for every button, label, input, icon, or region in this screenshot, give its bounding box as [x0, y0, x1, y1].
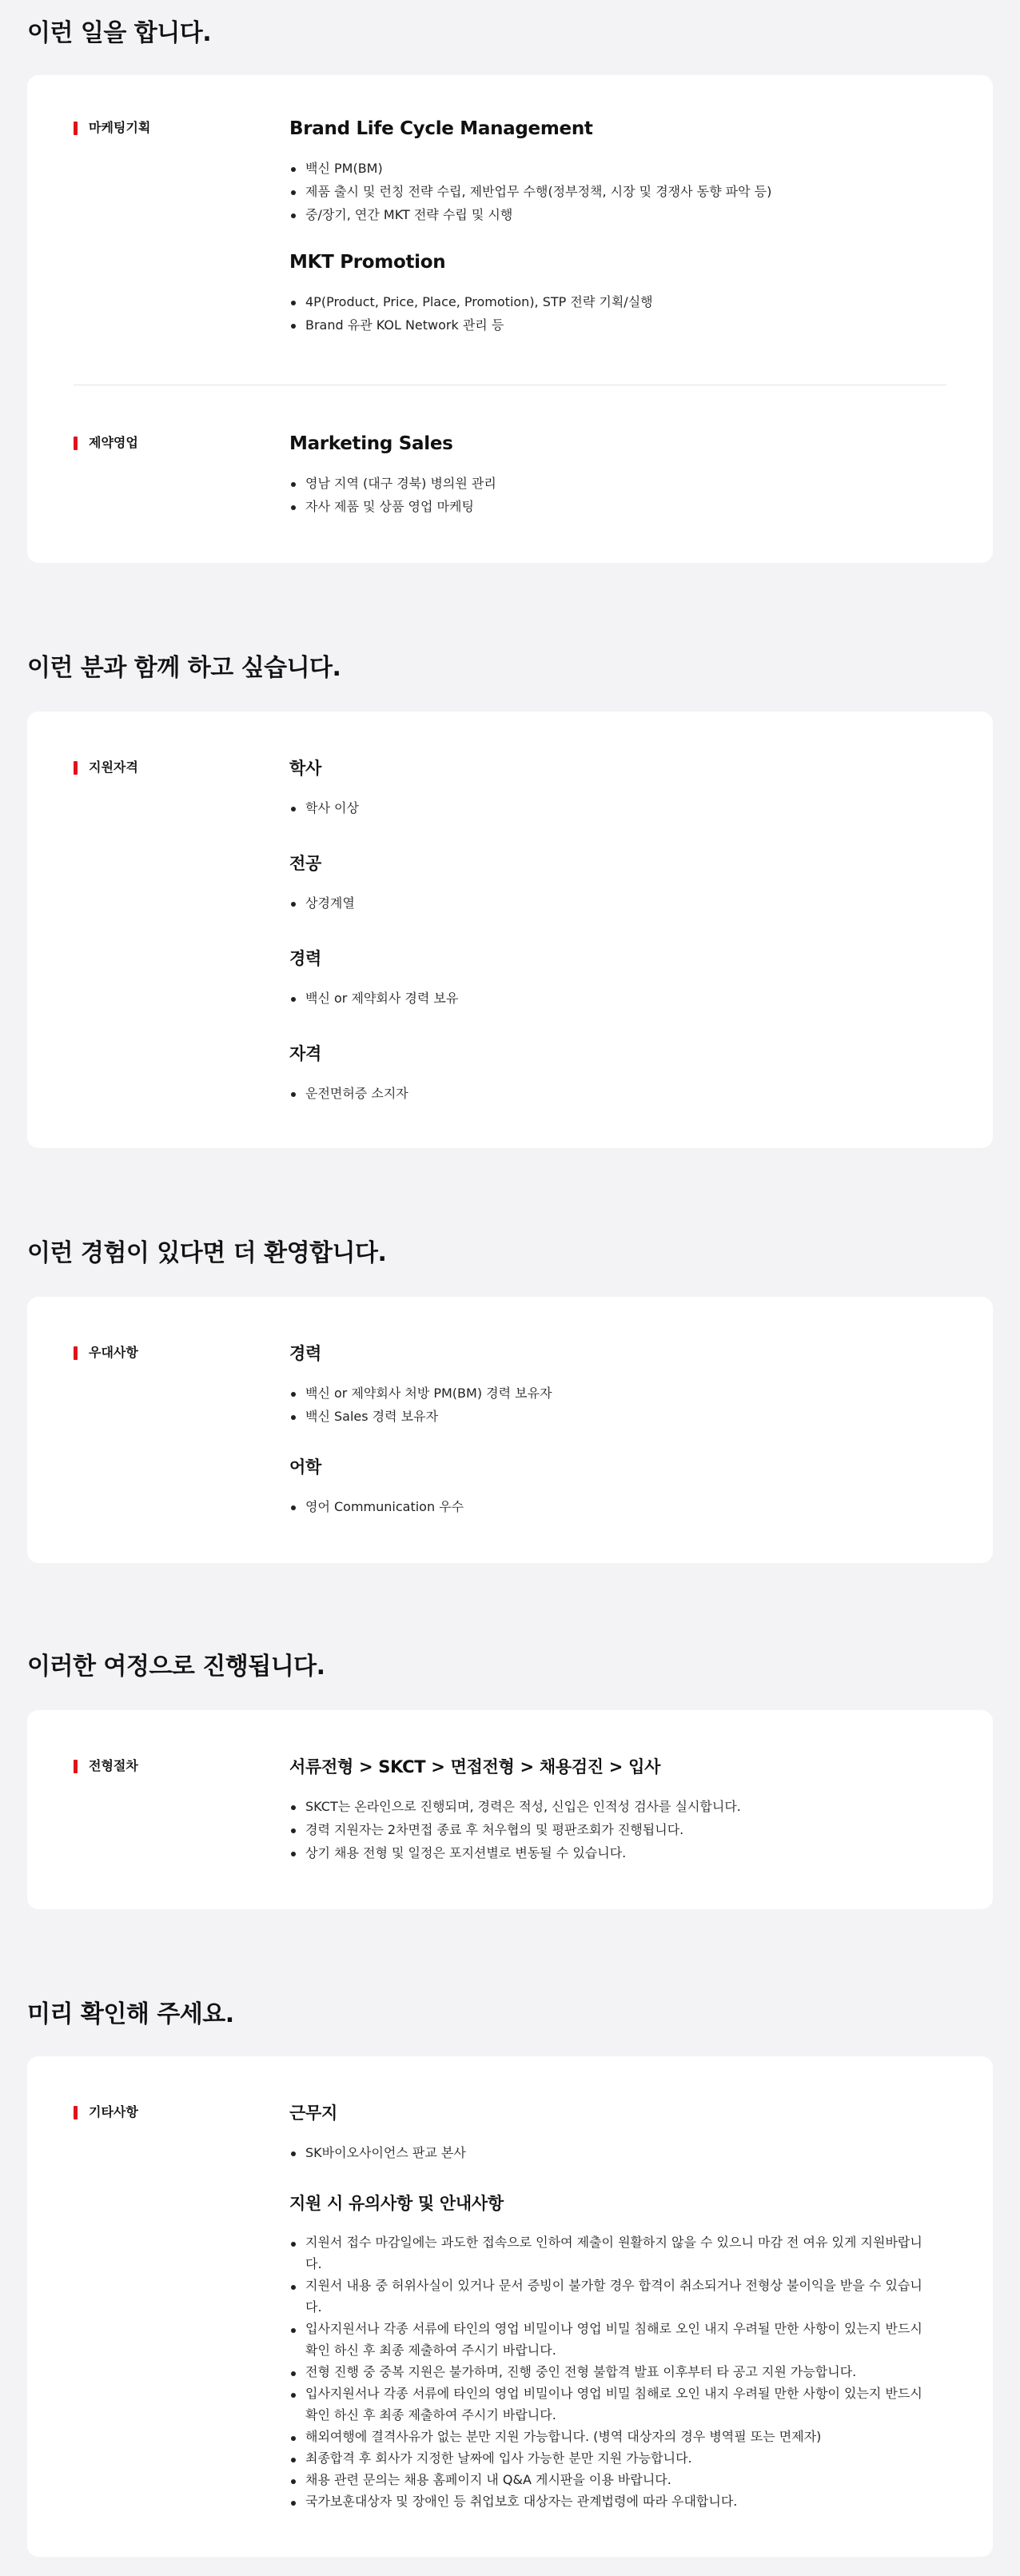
row-pharma-sales — [74, 432, 946, 518]
section-title: 미리 확인해 주세요. — [27, 2000, 234, 2028]
row-body — [289, 2101, 946, 2512]
group-title: Brand Life Cycle Management — [289, 118, 593, 139]
list-item: 백신 or 제약회사 경력 보유 — [289, 987, 946, 1010]
list-item: SKCT는 온라인으로 진행되며, 경력은 적성, 신입은 인적성 검사를 실시합니다. — [289, 1795, 946, 1818]
list-item: 영어 Communication 우수 — [289, 1495, 946, 1518]
section-qualifications — [0, 563, 1020, 1148]
row-label-text: 제약영업 — [89, 435, 138, 450]
list-item: 입사지원서나 각종 서류에 타인의 영업 비밀이나 영업 비밀 침해로 오인 내지 우려될 만한 사항이 있는지 반드시 확인 하신 후 최종 제출하여 주시기 바랍니다. — [289, 2383, 922, 2426]
label-marker — [74, 2106, 78, 2119]
list-item: 중/장기, 연간 MKT 전략 수립 및 시행 — [289, 203, 946, 226]
group — [289, 2191, 922, 2512]
list-item: 제품 출시 및 런칭 전략 수립, 제반업무 수행(정부정책, 시장 및 경쟁사 동향 파악 등) — [289, 180, 946, 203]
group — [289, 432, 946, 518]
row-label — [74, 2101, 289, 2512]
row-process — [74, 1755, 946, 1864]
row-body — [289, 1755, 946, 1864]
row-label — [74, 1342, 289, 1518]
list-item: Brand 유관 KOL Network 관리 등 — [289, 313, 946, 337]
list-item: 학사 이상 — [289, 796, 946, 819]
content-card — [27, 2056, 993, 2557]
label-marker — [74, 1346, 78, 1360]
group-title: 자격 — [289, 1044, 321, 1063]
item-list — [289, 157, 946, 226]
item-list — [289, 290, 946, 337]
row-label-text: 지원자격 — [89, 760, 138, 775]
item-list — [289, 891, 946, 915]
content-card — [27, 75, 993, 563]
group — [289, 117, 946, 226]
label-marker — [74, 761, 78, 775]
group — [289, 2101, 922, 2164]
item-list — [289, 1495, 946, 1518]
group-title: Marketing Sales — [289, 433, 453, 454]
list-item: 상기 채용 전형 및 일정은 포지션별로 변동될 수 있습니다. — [289, 1841, 946, 1864]
row-label-text: 기타사항 — [89, 2104, 138, 2119]
label-marker — [74, 1760, 78, 1773]
content-card — [27, 712, 993, 1148]
row-label — [74, 1755, 289, 1864]
group — [289, 1042, 946, 1105]
group — [289, 851, 946, 915]
group — [289, 756, 946, 819]
group-title: 경력 — [289, 949, 321, 968]
item-list — [289, 1795, 946, 1864]
list-item: 운전면허증 소지자 — [289, 1082, 946, 1105]
section-title: 이런 경험이 있다면 더 환영합니다. — [27, 1239, 387, 1267]
list-item: 백신 or 제약회사 처방 PM(BM) 경력 보유자 — [289, 1382, 946, 1405]
list-item: 전형 진행 중 중복 지원은 불가하며, 진행 중인 전형 불합격 발표 이후부터 타 공고 지원 가능합니다. — [289, 2361, 922, 2383]
list-item: 상경계열 — [289, 891, 946, 915]
list-item: 백신 Sales 경력 보유자 — [289, 1405, 946, 1428]
list-item: 해외여행에 결격사유가 없는 분만 지원 가능합니다. (병역 대상자의 경우 병역필 또는 면제자) — [289, 2426, 922, 2447]
row-label — [74, 117, 289, 337]
group-title: 경력 — [289, 1344, 321, 1363]
list-item: 4P(Product, Price, Place, Promotion), STP 전략 기획/실행 — [289, 290, 946, 313]
row-other — [74, 2101, 946, 2512]
row-preferred — [74, 1342, 946, 1518]
list-item: 경력 지원자는 2차면접 종료 후 처우협의 및 평판조회가 진행됩니다. — [289, 1818, 946, 1841]
group — [289, 947, 946, 1010]
list-item: 입사지원서나 각종 서류에 타인의 영업 비밀이나 영업 비밀 침해로 오인 내지 우려될 만한 사항이 있는지 반드시 확인 하신 후 최종 제출하여 주시기 바랍니다. — [289, 2318, 922, 2361]
group-title: 근무지 — [289, 2103, 337, 2123]
group-title: 서류전형 > SKCT > 면접전형 > 채용검진 > 입사 — [289, 1757, 661, 1776]
row-label-text: 전형절차 — [89, 1758, 138, 1773]
item-list — [289, 2141, 922, 2164]
label-marker — [74, 437, 78, 450]
group-title: 학사 — [289, 759, 321, 778]
row-marketing-planning — [74, 117, 946, 337]
item-list — [289, 987, 946, 1010]
label-marker — [74, 122, 78, 135]
section-title: 이러한 여정으로 진행됩니다. — [27, 1653, 325, 1681]
group — [289, 1755, 946, 1864]
row-body — [289, 756, 946, 1105]
section-notes — [0, 1909, 1020, 2557]
row-label — [74, 432, 289, 518]
row-label-text: 우대사항 — [89, 1345, 138, 1360]
list-item: 영남 지역 (대구 경북) 병의원 관리 — [289, 472, 946, 495]
group-title: MKT Promotion — [289, 252, 446, 273]
item-list — [289, 796, 946, 819]
content-card — [27, 1297, 993, 1563]
list-item: 백신 PM(BM) — [289, 157, 946, 180]
section-preferred — [0, 1148, 1020, 1563]
content-card — [27, 1710, 993, 1909]
list-item: 채용 관련 문의는 채용 홈페이지 내 Q&A 게시판을 이용 바랍니다. — [289, 2469, 922, 2490]
group — [289, 1342, 946, 1428]
list-item: 자사 제품 및 상품 영업 마케팅 — [289, 495, 946, 518]
list-item: 지원서 내용 중 허위사실이 있거나 문서 증빙이 불가할 경우 합격이 취소되거나 전형상 불이익을 받을 수 있습니다. — [289, 2275, 922, 2318]
list-item: 최종합격 후 회사가 지정한 날짜에 입사 가능한 분만 지원 가능합니다. — [289, 2447, 922, 2469]
item-list — [289, 1082, 946, 1105]
section-job-duties — [0, 0, 1020, 563]
item-list — [289, 2231, 922, 2512]
row-requirements — [74, 756, 946, 1105]
list-item: SK바이오사이언스 판교 본사 — [289, 2141, 922, 2164]
section-title: 이런 일을 합니다. — [27, 19, 212, 47]
row-body — [289, 432, 946, 518]
row-body — [289, 1342, 946, 1518]
item-list — [289, 1382, 946, 1428]
group — [289, 250, 946, 337]
row-label-text: 마케팅기획 — [89, 120, 151, 135]
group — [289, 1455, 946, 1518]
group-title: 전공 — [289, 854, 321, 873]
row-body — [289, 117, 946, 337]
group-title: 지원 시 유의사항 및 안내사항 — [289, 2194, 504, 2213]
list-item: 국가보훈대상자 및 장애인 등 취업보호 대상자는 관계법령에 따라 우대합니다. — [289, 2490, 922, 2512]
section-process — [0, 1563, 1020, 1909]
section-title: 이런 분과 함께 하고 싶습니다. — [27, 654, 341, 682]
list-item: 지원서 접수 마감일에는 과도한 접속으로 인하여 제출이 원활하지 않을 수 있으니 마감 전 여유 있게 지원바랍니다. — [289, 2231, 922, 2275]
group-title: 어학 — [289, 1457, 321, 1477]
row-label — [74, 756, 289, 1105]
item-list — [289, 472, 946, 518]
